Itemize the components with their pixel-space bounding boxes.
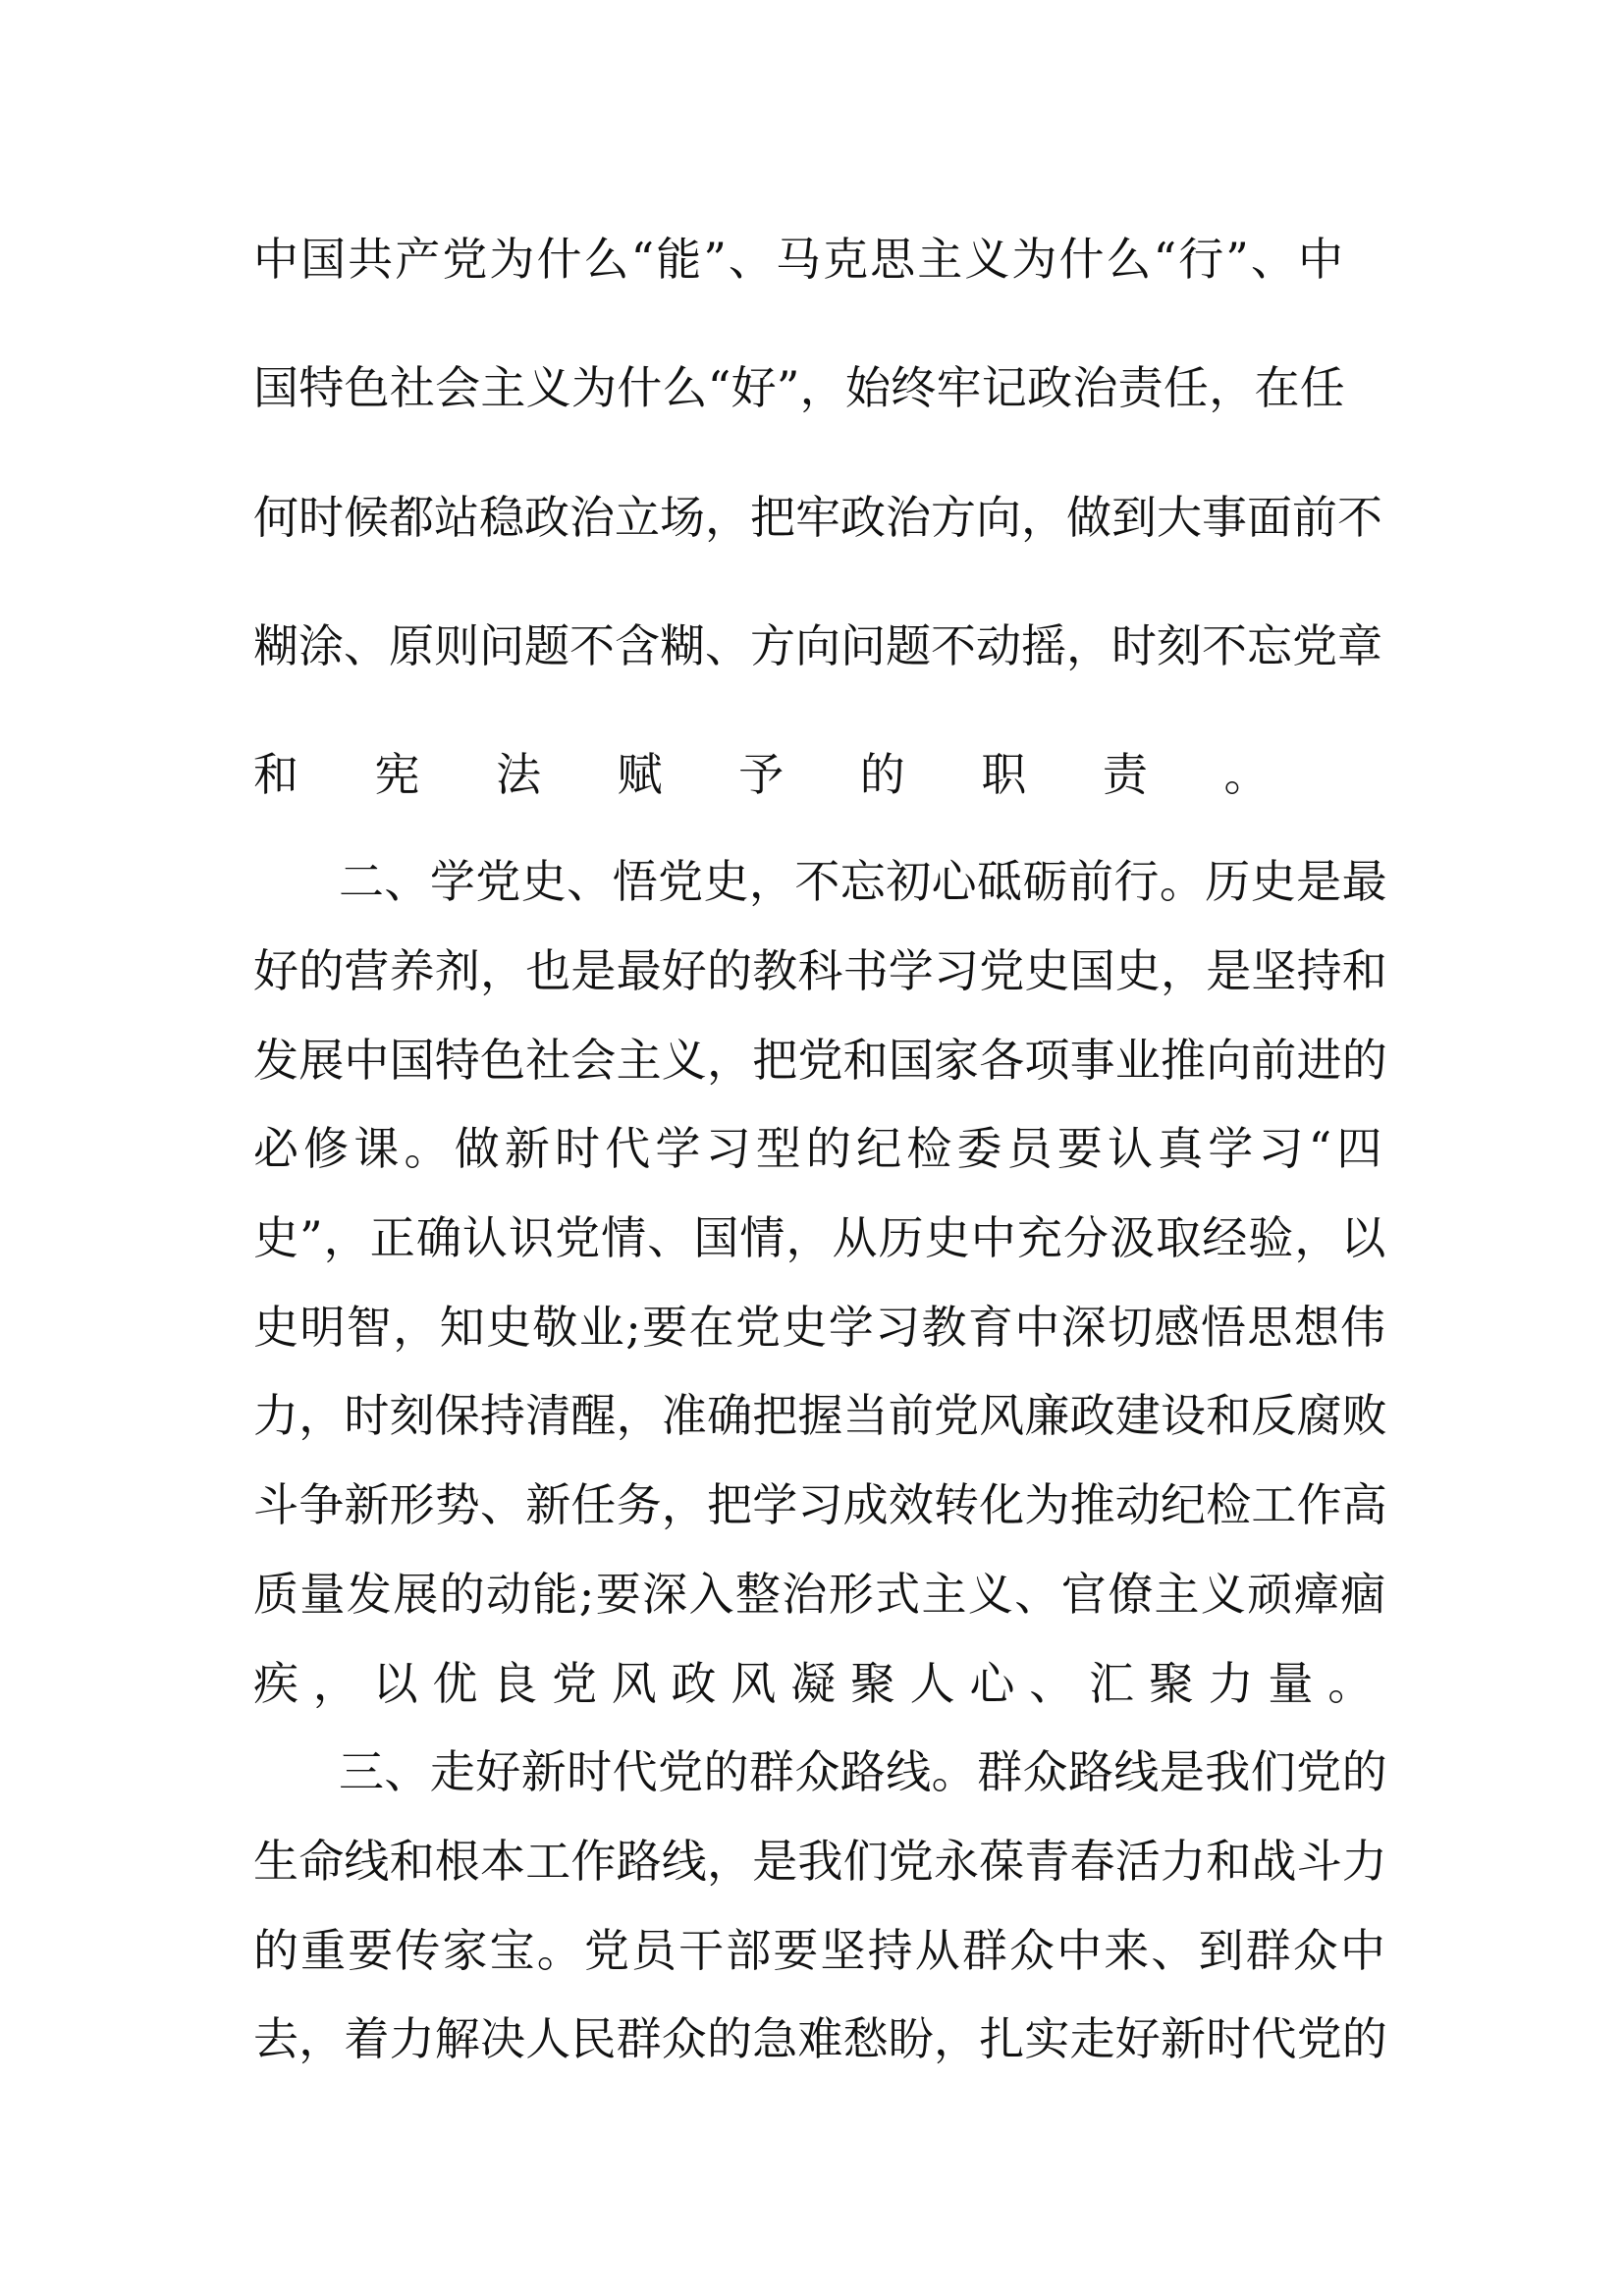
text-line-13: 斗争新形势、新任务，把学习成效转化为推动纪检工作高 — [253, 1478, 1387, 1531]
text-line-1: 中国共产党为什么“能”、马克思主义为什么“行”、中 — [253, 233, 1346, 286]
text-line-10: 史”，正确认识党情、国情，从历史中充分汲取经验，以 — [253, 1211, 1387, 1264]
text-line-15: 疾，以优良党风政风凝聚人心、汇聚力量。 — [253, 1657, 1387, 1710]
text-line-3: 何时候都站稳政治立场，把牢政治方向，做到大事面前不 — [253, 491, 1382, 544]
text-line-19: 去，着力解决人民群众的急难愁盼，扎实走好新时代党的 — [253, 2012, 1387, 2065]
text-line-9: 必修课。做新时代学习型的纪检委员要认真学习“四 — [253, 1122, 1387, 1175]
text-line-5: 和宪法赋予的职责。 — [253, 748, 1345, 801]
text-line-14: 质量发展的动能;要深入整治形式主义、官僚主义顽瘴痼 — [253, 1568, 1387, 1621]
text-line-8: 发展中国特色社会主义，把党和国家各项事业推向前进的 — [253, 1034, 1387, 1087]
text-line-18: 的重要传家宝。党员干部要坚持从群众中来、到群众中 — [253, 1924, 1387, 1977]
text-line-17: 生命线和根本工作路线，是我们党永葆青春活力和战斗力 — [253, 1835, 1387, 1888]
text-line-6: 二、学党史、悟党史，不忘初心砥砺前行。历史是最 — [339, 855, 1387, 908]
text-line-12: 力，时刻保持清醒，准确把握当前党风廉政建设和反腐败 — [253, 1389, 1387, 1442]
text-line-4: 糊涂、原则问题不含糊、方向问题不动摇，时刻不忘党章 — [253, 619, 1382, 672]
text-line-16: 三、走好新时代党的群众路线。群众路线是我们党的 — [339, 1745, 1387, 1798]
text-line-2: 国特色社会主义为什么“好”，始终牢记政治责任，在任 — [253, 361, 1346, 414]
text-line-11: 史明智，知史敬业;要在党史学习教育中深切感悟思想伟 — [253, 1301, 1387, 1354]
text-line-7: 好的营养剂，也是最好的教科书学习党史国史，是坚持和 — [253, 944, 1387, 997]
